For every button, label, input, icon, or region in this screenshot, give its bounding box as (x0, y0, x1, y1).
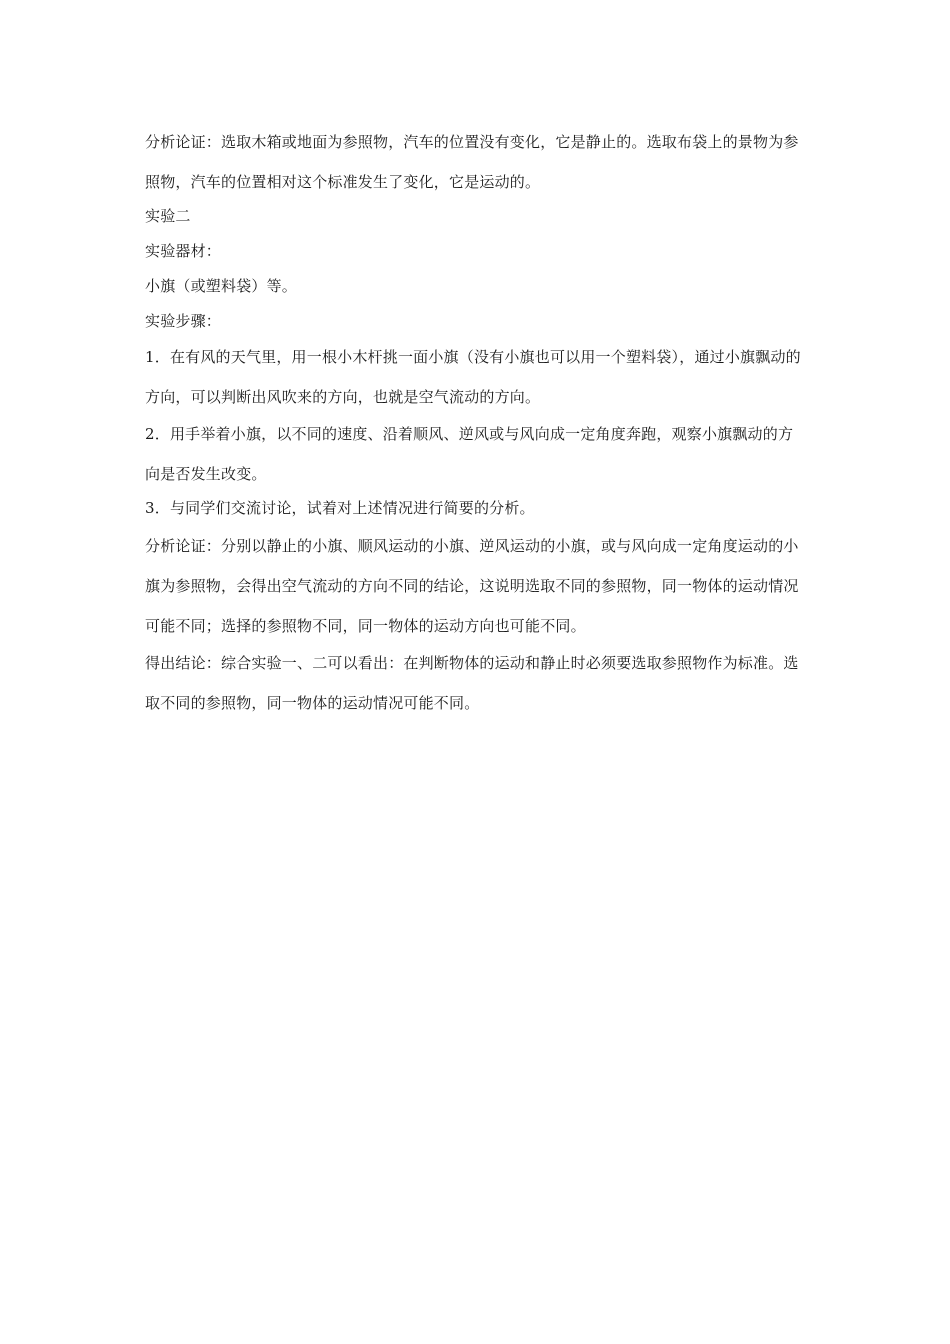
analysis-paragraph-1: 分析论证：选取木箱或地面为参照物，汽车的位置没有变化，它是静止的。选取布袋上的景物为参照物，汽车的位置相对这个标准发生了变化，它是运动的。 (145, 133, 799, 191)
step-2-paragraph: 2．用手举着小旗，以不同的速度、沿着顺风、逆风或与风向成一定角度奔跑，观察小旗飘动的方向是否发生改变。 (145, 425, 794, 483)
analysis-paragraph-2: 分析论证：分别以静止的小旗、顺风运动的小旗、逆风运动的小旗，或与风向成一定角度运动的小旗为参照物，会得出空气流动的方向不同的结论，这说明选取不同的参照物，同一物体的运动情况可能不同；选择的参照物不同，同一物体的运动方向也可能不同。 (145, 537, 799, 635)
step-3-paragraph: 3．与同学们交流讨论，试着对上述情况进行简要的分析。 (145, 499, 535, 517)
materials-list: 小旗（或塑料袋）等。 (145, 277, 298, 295)
steps-heading: 实验步骤： (145, 312, 222, 330)
document-body (145, 122, 807, 723)
step-1-paragraph: 1．在有风的天气里，用一根小木杆挑一面小旗（没有小旗也可以用一个塑料袋），通过小旗飘动的方向，可以判断出风吹来的方向，也就是空气流动的方向。 (145, 348, 801, 406)
materials-heading: 实验器材： (145, 242, 222, 260)
experiment-two-heading: 实验二 (145, 207, 191, 225)
conclusion-paragraph: 得出结论：综合实验一、二可以看出：在判断物体的运动和静止时必须要选取参照物作为标准。选取不同的参照物，同一物体的运动情况可能不同。 (145, 654, 799, 712)
